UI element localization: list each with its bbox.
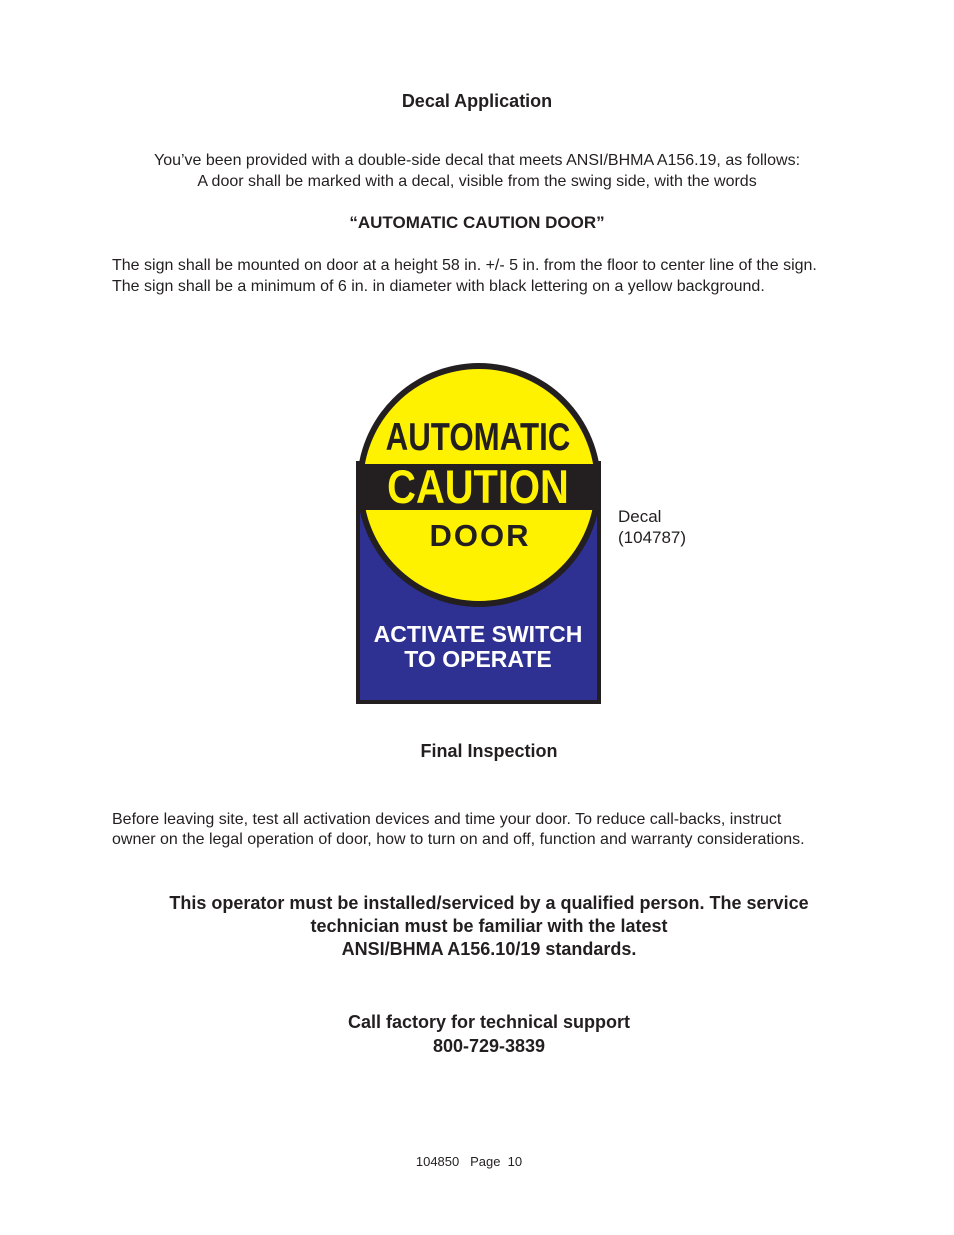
decal-caption-part-number: (104787) (618, 528, 687, 547)
decal-instruction-line-2: TO OPERATE (404, 646, 552, 672)
warning-line-2: technician must be familiar with the latest (310, 916, 668, 936)
decal-word-door: DOOR (429, 518, 531, 553)
warning-line-3: ANSI/BHMA A156.10/19 standards. (341, 939, 637, 959)
decal-application-heading: Decal Application (401, 91, 553, 111)
decal-word-automatic: AUTOMATIC (385, 414, 571, 459)
required-words: “AUTOMATIC CAUTION DOOR” (349, 213, 605, 232)
caution-decal (356, 363, 602, 705)
support-phone: 800-729-3839 (432, 1036, 546, 1056)
page-footer: 104850 Page 10 (415, 1154, 523, 1169)
decal-caption (618, 506, 686, 548)
inspection-line-2: owner on the legal operation of door, how to turn on and off, function and warranty considerations. (112, 831, 805, 848)
decal-intro-line-1: You’ve been provided with a double-side decal that meets ANSI/BHMA A156.19, as follows: (153, 152, 801, 169)
support-line: Call factory for technical support (347, 1012, 631, 1032)
decal-spec-line-1: The sign shall be mounted on door at a height 58 in. +/- 5 in. from the floor to center line of the sign. (112, 257, 817, 274)
final-inspection-heading: Final Inspection (420, 741, 558, 761)
inspection-line-1: Before leaving site, test all activation devices and time your door. To reduce call-backs, instruct (112, 811, 782, 828)
decal-spec-line-2: The sign shall be a minimum of 6 in. in diameter with black lettering on a yellow background. (112, 278, 765, 295)
warning-line-1: This operator must be installed/serviced by a qualified person. The service (169, 893, 809, 913)
decal-intro-line-2: A door shall be marked with a decal, visible from the swing side, with the words (197, 173, 757, 190)
decal-word-caution: CAUTION (387, 462, 569, 514)
decal-caption-label: Decal (618, 507, 662, 526)
decal-instruction-line-1: ACTIVATE SWITCH (373, 621, 583, 647)
